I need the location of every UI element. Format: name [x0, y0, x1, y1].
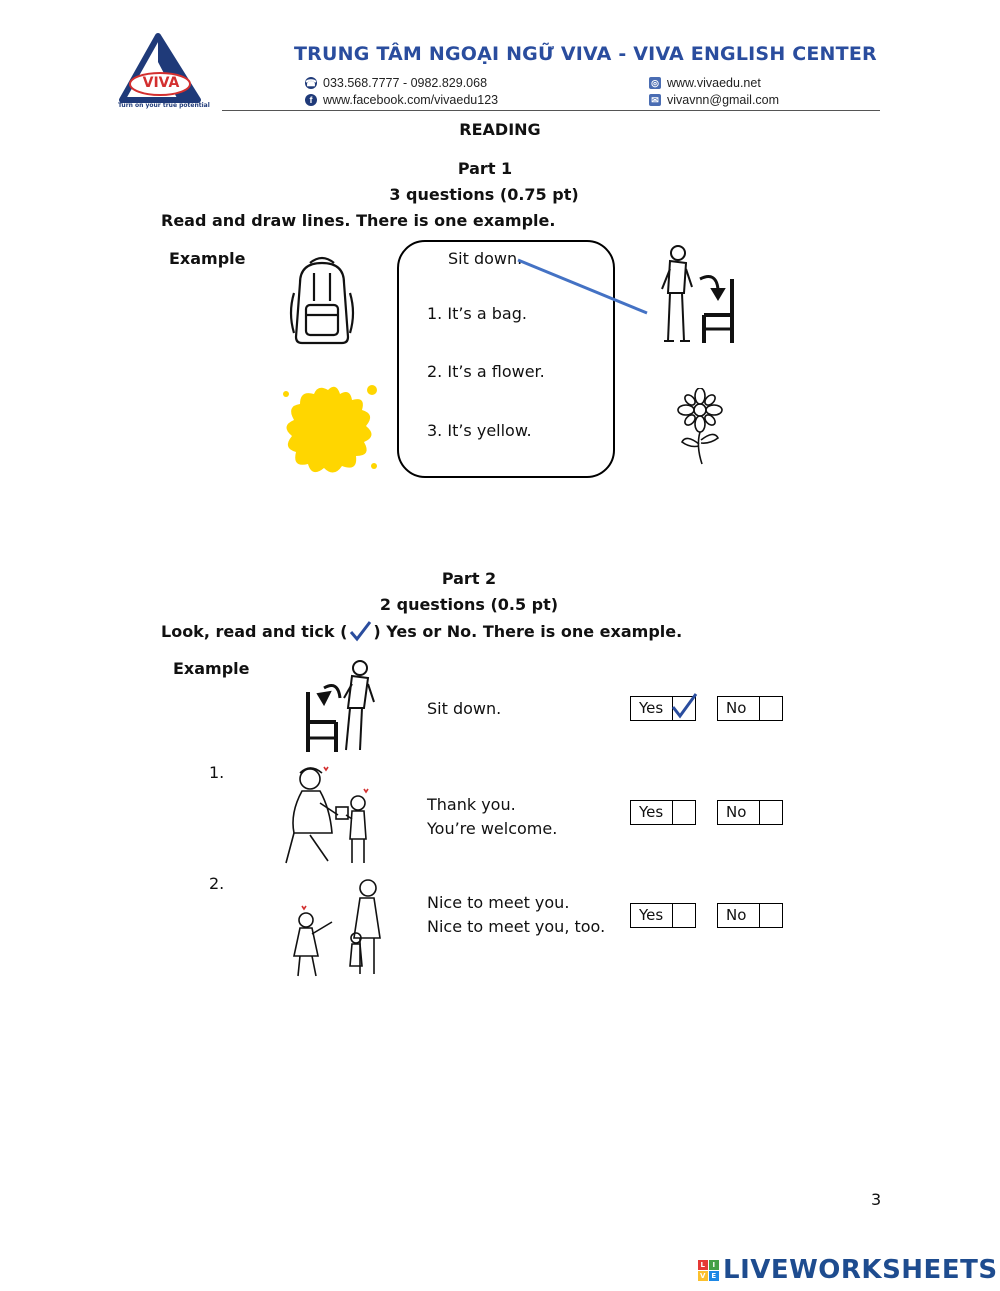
- tick-cell[interactable]: [673, 697, 695, 720]
- part1-subtitle: 3 questions (0.75 pt): [389, 185, 579, 204]
- part1-sentence-3: 3. It’s yellow.: [427, 421, 532, 440]
- part2-example-label: Example: [173, 659, 250, 678]
- flower-icon: [674, 388, 726, 466]
- center-name: TRUNG TÂM NGOẠI NGỮ VIVA - VIVA ENGLISH CENTER: [294, 43, 877, 65]
- row2-no-box[interactable]: [717, 903, 783, 928]
- part1-example-label: Example: [169, 249, 246, 268]
- email-text: vivavnn@gmail.com: [667, 93, 780, 107]
- row1-text-line2: You’re welcome.: [427, 819, 558, 838]
- part2-subtitle: 2 questions (0.5 pt): [379, 595, 559, 614]
- row2-yes-box[interactable]: [630, 903, 696, 928]
- thank-you-picture: [280, 763, 372, 869]
- tick-icon: [348, 620, 372, 642]
- example-row-text: Sit down.: [427, 699, 502, 718]
- part1-sentence-2: 2. It’s a flower.: [427, 362, 545, 381]
- row2-text-line1: Nice to meet you.: [427, 893, 570, 912]
- row1-yes-box[interactable]: [630, 800, 696, 825]
- liveworksheets-logo: [698, 1255, 998, 1285]
- sit-down-picture: [302, 658, 380, 754]
- check-icon: [669, 691, 699, 721]
- nice-to-meet-picture: [288, 876, 386, 984]
- yes-label: Yes: [631, 697, 673, 720]
- example-match-line: [0, 0, 1000, 400]
- row-number-1: 1.: [209, 763, 225, 782]
- part2-title: Part 2: [441, 569, 497, 588]
- yes-label: Yes: [631, 801, 673, 824]
- no-label: No: [718, 697, 760, 720]
- viva-logo-tagline: Turn on your true potential: [118, 102, 210, 109]
- tick-cell[interactable]: [673, 801, 695, 824]
- tick-cell[interactable]: [760, 801, 782, 824]
- viva-logo-text: VIVA: [142, 75, 180, 91]
- footer-brand-text: LIVEWORKSHEETS: [723, 1255, 998, 1285]
- website-text: www.vivaedu.net: [667, 76, 761, 90]
- part2-instruction: [161, 620, 682, 642]
- facebook-icon: f: [305, 94, 317, 106]
- phone-text: 033.568.7777 - 0982.829.068: [323, 76, 488, 90]
- tick-cell[interactable]: [760, 904, 782, 927]
- example-no-box[interactable]: [717, 696, 783, 721]
- part2-instruction-before: Look, read and tick (: [161, 621, 348, 641]
- man-sitting-down-icon: [656, 243, 740, 349]
- row2-text-line2: Nice to meet you, too.: [427, 917, 606, 936]
- part1-sentence-1: 1. It’s a bag.: [427, 304, 527, 323]
- part1-title: Part 1: [457, 159, 513, 178]
- globe-icon: ◎: [649, 77, 661, 89]
- yes-label: Yes: [631, 904, 673, 927]
- tick-cell[interactable]: [760, 697, 782, 720]
- part1-example-sentence: Sit down.: [448, 249, 523, 268]
- tick-cell[interactable]: [673, 904, 695, 927]
- row-number-2: 2.: [209, 874, 225, 893]
- row1-text-line1: Thank you.: [427, 795, 516, 814]
- example-yes-box[interactable]: [630, 696, 696, 721]
- liveworksheets-badge-icon: L I V E: [698, 1260, 719, 1281]
- no-label: No: [718, 801, 760, 824]
- no-label: No: [718, 904, 760, 927]
- part2-instruction-after: ) Yes or No. There is one example.: [373, 621, 683, 641]
- part1-instruction: Read and draw lines. There is one example.: [161, 211, 556, 230]
- section-title: READING: [459, 120, 541, 139]
- mail-icon: ✉: [649, 94, 661, 106]
- page-number: 3: [871, 1190, 882, 1209]
- phone-icon: ☎: [305, 78, 317, 88]
- row1-no-box[interactable]: [717, 800, 783, 825]
- facebook-text: www.facebook.com/vivaedu123: [323, 93, 499, 107]
